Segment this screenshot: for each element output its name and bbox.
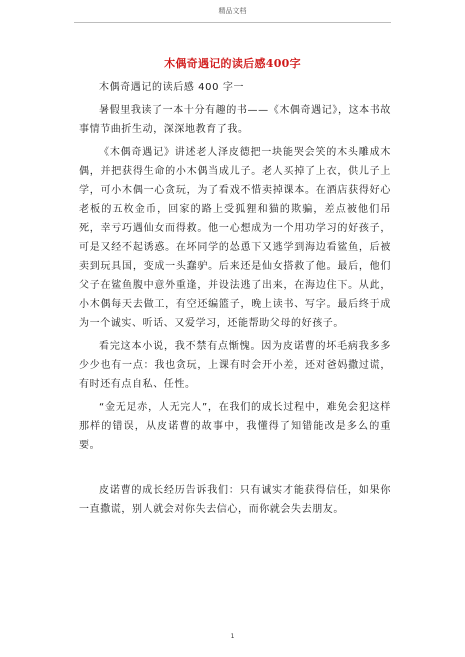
page-number: 1 bbox=[230, 633, 235, 640]
paragraph-lesson: 皮诺曹的成长经历告诉我们：只有诚实才能获得信任，如果你一直撒谎，别人就会对你失去信心，而你就会失去朋友。 bbox=[79, 485, 391, 515]
header-divider bbox=[74, 22, 391, 23]
paragraph-summary: 《木偶奇遇记》讲述老人泽皮德把一块能哭会笑的木头雕成木偶，并把获得生命的小木偶当成儿子。老人买掉了上衣，供儿子上学，可小木偶一心贪玩，为了看戏不惜卖掉课本。在酒店获得好心老板的五枚金币，回家的路上受狐狸和猫的欺骗，差点被他们吊死，幸亏巧遇仙女而得救。他一心想成为一个用功学习的好孩子，可是又经不起诱惑。在坏同学的怂恿下又逃学到海边看鲨鱼，后被卖到玩具国，变成一头蠢驴。后来还是仙女搭救了他。最后，他们父子在鲨鱼腹中意外重逢，并设法逃了出来，在海边住下。从此，小木偶每天去做工，有空还编篮子，晚上读书、写字。最后终于成为一个诚实、听话、又爱学习，还能帮助父母的好孩子。 bbox=[79, 147, 391, 329]
document-subtitle: 木偶奇遇记的读后感 400 字一 bbox=[99, 82, 245, 93]
page-header: 精品文档 bbox=[218, 7, 247, 15]
paragraph-reflection: 看完这本小说，我不禁有点惭愧。因为皮诺曹的坏毛病我多多少少也有一点：我也贪玩，上课有时会开小差，还对爸妈撒过谎，有时还有点自私、任性。 bbox=[79, 341, 391, 390]
paragraph-proverb: “金无足赤，人无完人”，在我们的成长过程中，难免会犯这样那样的错误，从皮诺曹的故事中，我懂得了知错能改是多么的重要。 bbox=[79, 402, 391, 451]
document-body bbox=[79, 78, 391, 523]
document-title: 木偶奇遇记的读后感400字 bbox=[164, 57, 301, 70]
paragraph-intro: 暑假里我读了一本十分有趣的书——《木偶奇遇记》，这本书故事情节曲折生动，深深地教育了我。 bbox=[79, 105, 391, 135]
